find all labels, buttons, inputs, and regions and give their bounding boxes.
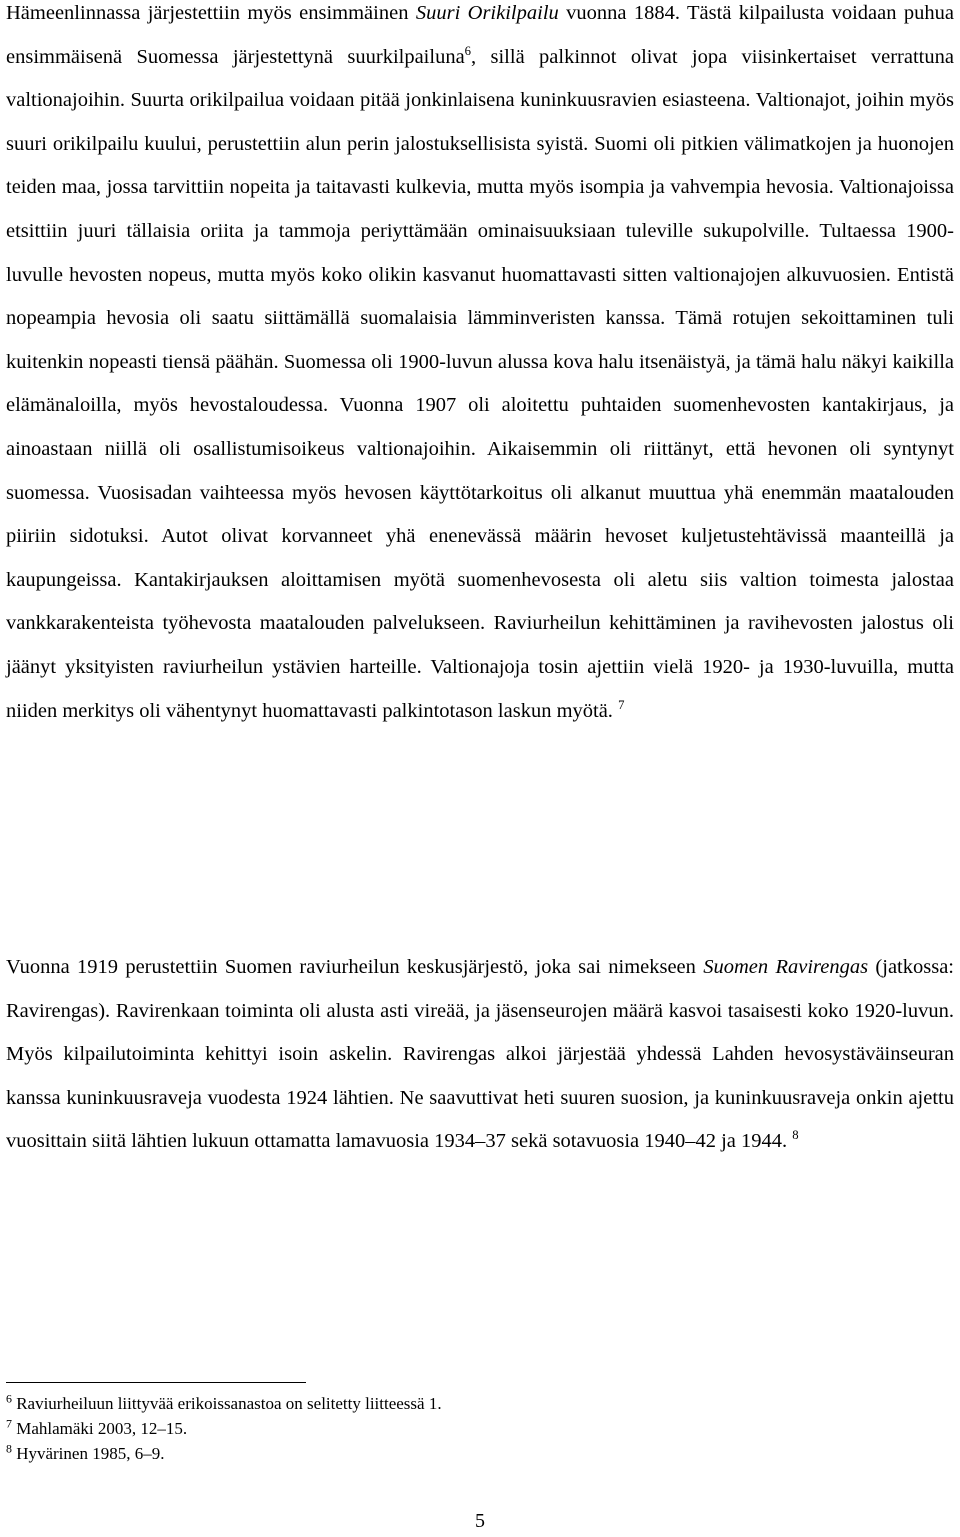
document-page — [6, 0, 954, 1537]
footnote-number: 6 — [6, 1391, 12, 1406]
text-run: , sillä palkinnot olivat jopa viisinkertaiset verrattuna valtionajoihin. Suurta orikilpailua voidaan pitää jonkinlaisena kuninkuusravien esiasteena. Valtionajot, joihin myös suuri orikilpailu kuului, perustettiin alun perin jalostuksellisista syistä. Suomi oli pitkien välimatkojen ja huonojen teiden maa, jossa tarvittiin nopeita ja taitavasti kulkevia, mutta myös isompia ja vahvempia hevosia. Valtionajoissa etsittiin juuri tällaisia oriita ja tammoja periyttämään ominaisuuksiaan tuleville sukupolville. Tultaessa 1900-luvulle hevosten nopeus, mutta myös koko olikin kasvanut huomattavasti sitten valtionajojen alkuvuosien. Entistä nopeampia hevosia oli saatu siittämällä suomalaisia lämminveristen kanssa. Tämä rotujen sekoittaminen tuli kuitenkin nopeasti tiensä päähän. Suomessa oli 1900-luvun alussa kova halu itsenäistyä, ja tämä halu näkyi kaikilla elämänaloilla, myös hevostaloudessa. Vuonna 1907 oli aloitettu puhtaiden suomenhevosten kantakirjaus, ja ainoastaan niillä oli osallistumisoikeus valtionajoihin. Aikaisemmin oli riittänyt, että hevonen oli syntynyt suomessa. Vuosisadan vaihteessa myös hevosen käyttötarkoitus oli alkanut muuttua yhä enemmän maatalouden piiriin sidotuksi. Autot olivat korvanneet yhä enenevässä määrin hevoset kuljetustehtävissä maanteillä ja kaupungeissa. Kantakirjauksen aloittamisen myötä suomenhevosesta oli aletu siis valtion toimesta jalostaa vankkarakenteista työhevosta maatalouden palvelukseen. Raviurheilun kehittäminen ja ravihevosten jalostus oli jäänyt yksityisten raviurheilun ystävien harteille. Valtionajoja tosin ajettiin vielä 1920- ja 1930-luvuilla, mutta niiden merkitys oli vähentynyt huomattavasti palkintotason laskun myötä. — [6, 45, 954, 722]
page-number: 5 — [475, 1510, 485, 1532]
footnote-7 — [6, 1416, 954, 1441]
body-paragraph-2 — [6, 946, 954, 1164]
footnote-6 — [6, 1391, 954, 1416]
footnote-ref-7[interactable]: 7 — [618, 697, 625, 712]
text-run: vuonna 1884. Tästä kilpailusta voidaan puhua ensimmäisenä Suomessa järjestettynä suurkilpailuna — [6, 2, 954, 68]
footnote-ref-6[interactable]: 6 — [464, 43, 472, 58]
text-run: Hämeenlinnassa järjestettiin myös ensimmäinen — [6, 2, 416, 24]
footnote-8 — [6, 1441, 954, 1466]
footnote-text: Hyvärinen 1985, 6–9. — [16, 1444, 165, 1463]
competition-name-italic: Suuri Orikilpailu — [415, 2, 559, 24]
text-run: Vuonna 1919 perustettiin Suomen raviurheilun keskusjärjestö, joka sai nimekseen — [6, 956, 704, 978]
footnote-separator — [6, 1382, 306, 1383]
footnote-number: 8 — [6, 1441, 12, 1456]
body-paragraph-1 — [6, 0, 954, 733]
footnote-ref-8[interactable]: 8 — [792, 1128, 799, 1143]
text-run: (jatkossa: Ravirengas). Ravirenkaan toiminta oli alusta asti vireää, ja jäsenseurojen määrä kasvoi tasaisesti koko 1920-luvun. Myös kilpailutoiminta kehittyi isoin askelin. Ravirengas alkoi järjestää yhdessä Lahden hevosystäväinseuran kanssa kuninkuusraveja vuodesta 1924 lähtien. Ne saavuttivat heti suuren suosion, ja kuninkuusraveja onkin ajettu vuosittain siitä lähtien lukuun ottamatta lamavuosia 1934–37 sekä sotavuosia 1940–42 ja 1944. — [6, 956, 954, 1153]
organization-name-italic: Suomen Ravirengas — [703, 956, 869, 978]
footnote-text: Raviurheiluun liittyvää erikoissanastoa on selitetty liitteessä 1. — [16, 1394, 442, 1413]
footnotes-section — [6, 1391, 954, 1466]
footnote-text: Mahlamäki 2003, 12–15. — [16, 1419, 188, 1438]
footnote-number: 7 — [6, 1416, 12, 1431]
